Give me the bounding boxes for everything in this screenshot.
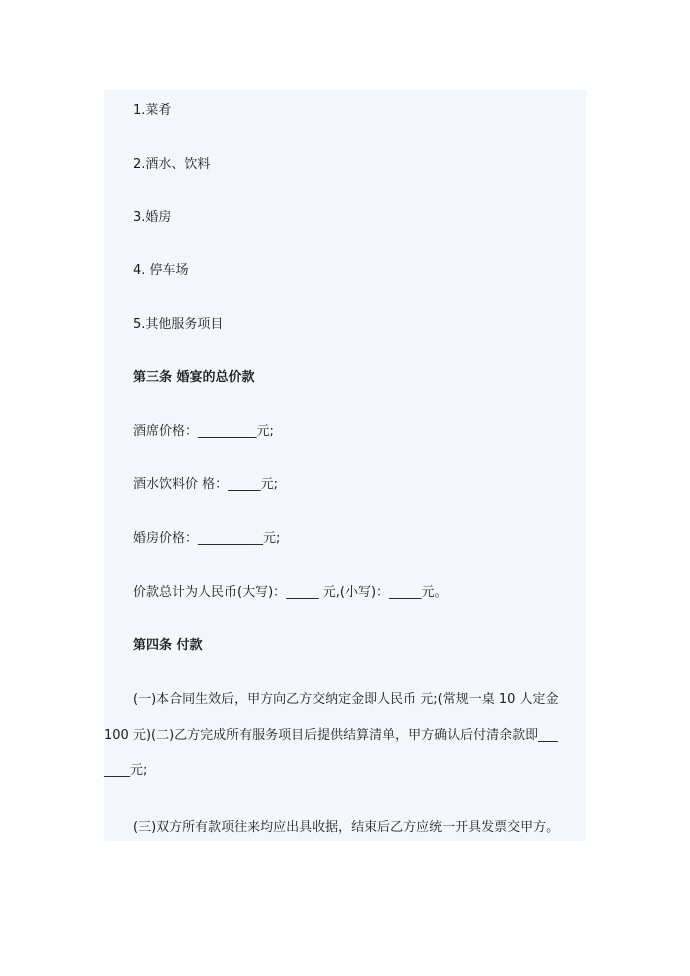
banquet-price-line: 酒席价格：_________元; [133, 424, 274, 439]
payment-para1-line3: ____元; [104, 763, 148, 778]
list-item-drinks: 2.酒水、饮料 [133, 157, 211, 172]
section4-heading: 第四条 付款 [133, 638, 203, 653]
section3-heading: 第三条 婚宴的总价款 [133, 370, 255, 385]
total-price-line: 价款总计为人民币(大写)：_____ 元,(小写)：_____元。 [133, 585, 448, 600]
list-item-parking: 4. 停车场 [133, 263, 189, 278]
list-item-other-services: 5.其他服务项目 [133, 317, 224, 332]
payment-para1-line2: 100 元)(二)乙方完成所有服务项目后提供结算清单，甲方确认后付清余款即___ [104, 728, 558, 743]
list-item-bridal-room: 3.婚房 [133, 210, 172, 225]
payment-para1-line1: (一)本合同生效后，甲方向乙方交纳定金即人民币 元;(常规一桌 10 人定金 [133, 692, 559, 707]
bridal-room-price-line: 婚房价格：__________元; [133, 531, 281, 546]
list-item-dishes: 1.菜肴 [133, 103, 172, 118]
payment-para2: (三)双方所有款项往来均应出具收据，结束后乙方应统一开具发票交甲方。 [133, 820, 560, 835]
drinks-price-line: 酒水饮料价 格：_____元; [133, 477, 279, 492]
